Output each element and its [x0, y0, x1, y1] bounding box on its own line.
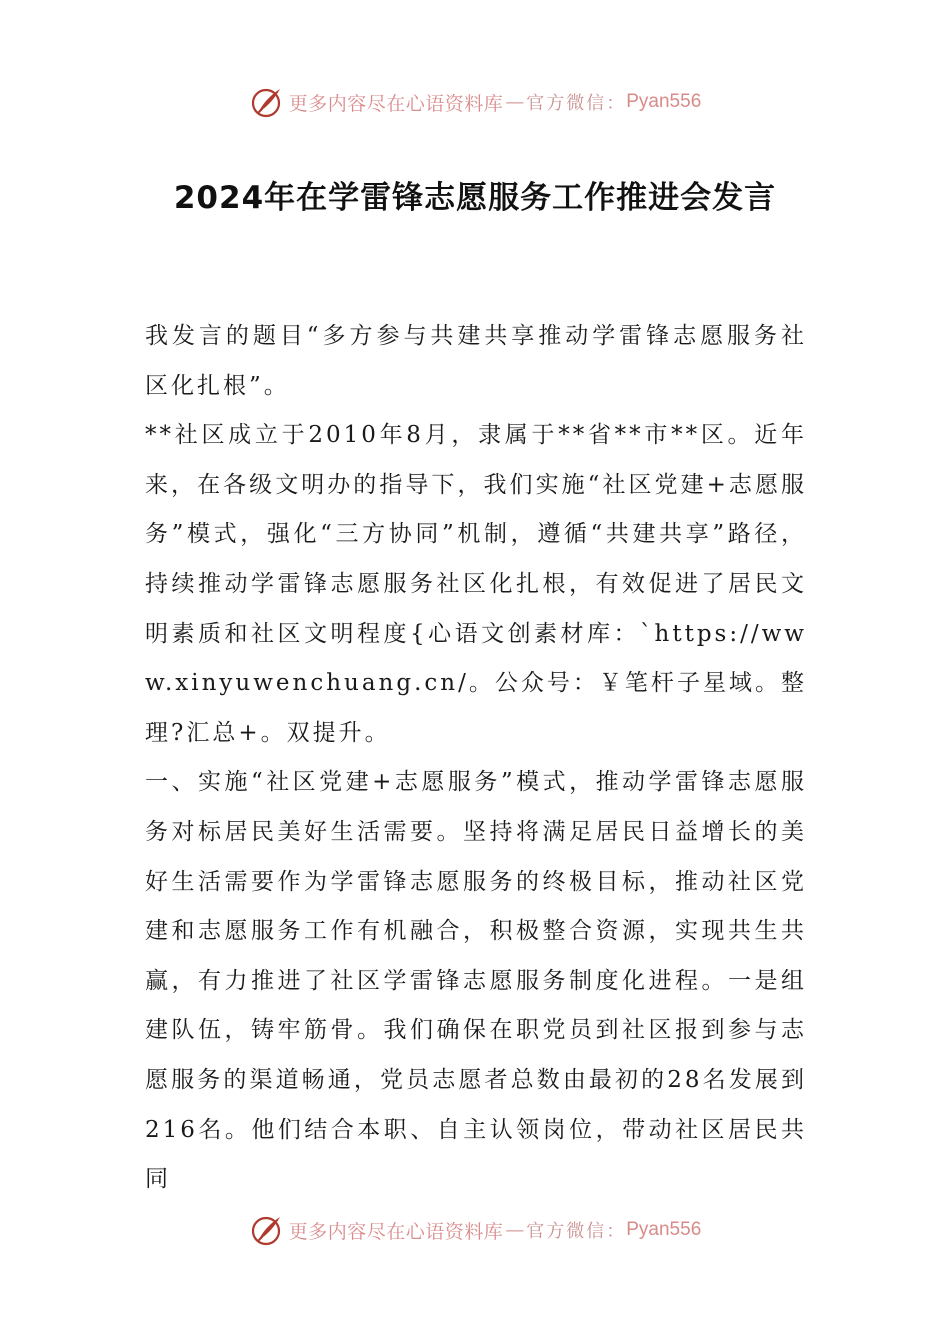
paragraph-community-overview: **社区成立于2010年8月，隶属于**省**市**区。近年来，在各级文明办的指导下，我们实施“社区党建+志愿服务”模式，强化“三方协同”机制，遵循“共建共享”路径，持续推动学雷锋志愿服务社区化扎根，有效促进了居民文明素质和社区文明程度{心语文创素材库：`https://www.xinyuwenchuang.cn/。公众号：￥笔杆子星域。整理?汇总+。双提升。	[145, 422, 807, 746]
quill-logo-icon	[249, 84, 285, 120]
document-title: 2024年在学雷锋志愿服务工作推进会发言	[173, 180, 777, 216]
watermark-wechat-id: Pyan556	[626, 1219, 702, 1240]
paragraph-section-one: 一、实施“社区党建+志愿服务”模式，推动学雷锋志愿服务对标居民美好生活需要。坚持将满足居民日益增长的美好生活需要作为学雷锋志愿服务的终极目标，推动社区党建和志愿服务工作有机融合，积极整合资源，实现共生共赢，有力推进了社区学雷锋志愿服务制度化进程。一是组建队伍，铸牢筋骨。我们确保在职党员到社区报到参与志愿服务的渠道畅通，党员志愿者总数由最初的28名发展到216名。他们结合本职、自主认领岗位，带动社区居民共同	[145, 769, 807, 1193]
watermark-brand-text: 更多内容尽在心语资料库	[288, 92, 504, 115]
watermark-separator: —	[505, 91, 525, 113]
watermark-separator: —	[505, 1219, 525, 1241]
watermark-wechat-label: 官方微信：	[526, 93, 627, 114]
watermark-brand-text: 更多内容尽在心语资料库	[288, 1220, 504, 1243]
document-body	[145, 312, 807, 1205]
watermark-wechat-id: Pyan556	[626, 91, 702, 112]
quill-logo-icon	[249, 1212, 285, 1248]
paragraph-intro: 我发言的题目“多方参与共建共享推动学雷锋志愿服务社区化扎根”。	[145, 323, 807, 399]
footer-watermark	[0, 1210, 950, 1250]
header-watermark	[0, 82, 950, 122]
watermark-wechat-label: 官方微信：	[526, 1221, 627, 1242]
